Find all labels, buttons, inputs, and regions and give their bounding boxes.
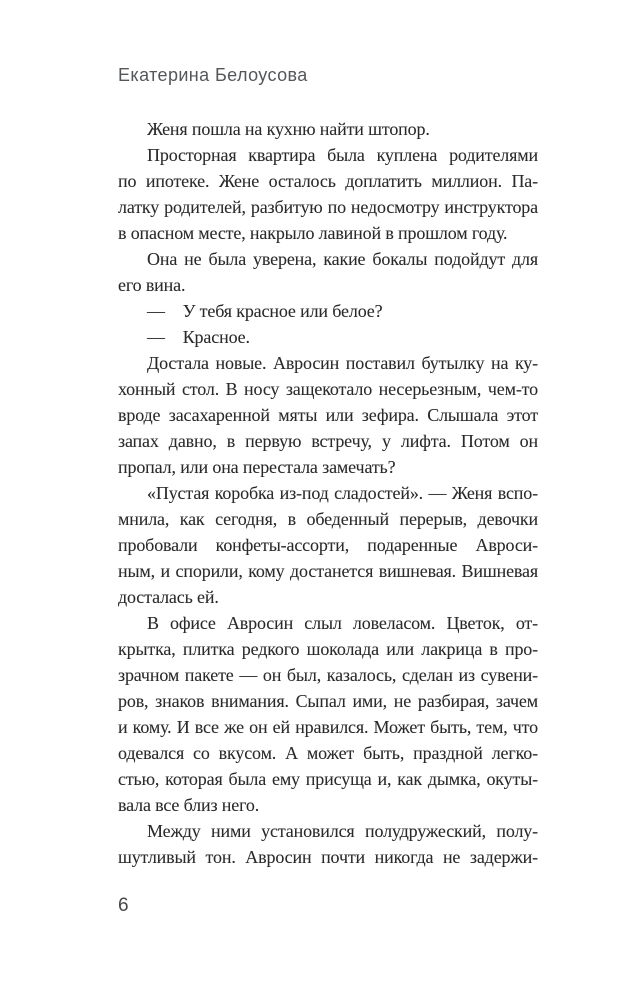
text-line: по ипотеке. Жене осталось доплатить миллион. Па- bbox=[118, 171, 538, 191]
dialog-paragraph bbox=[118, 298, 538, 324]
text-line: — У тебя красное или белое? bbox=[147, 301, 383, 321]
text-line: вала все близ него. bbox=[118, 795, 260, 815]
running-header-author: Екатерина Белоусова bbox=[118, 65, 308, 85]
text-line: стью, которая была ему присуща и, как дымка, окуты- bbox=[118, 769, 538, 789]
text-line: шутливый тон. Авросин почти никогда не задержи- bbox=[118, 847, 538, 867]
text-line: Женя пошла на кухню найти штопор. bbox=[147, 119, 430, 139]
text-line: ным, и спорили, кому достанется вишневая. Вишневая bbox=[118, 561, 538, 581]
paragraph bbox=[118, 350, 538, 480]
text-line: В офисе Авросин слыл ловеласом. Цветок, от- bbox=[147, 613, 538, 633]
text-line: зрачном пакете — он был, казалось, сделан из сувени- bbox=[118, 665, 538, 685]
text-line: пробовали конфеты-ассорти, подаренные Авроси- bbox=[118, 535, 538, 555]
paragraph bbox=[118, 818, 538, 870]
page-number: 6 bbox=[118, 895, 129, 916]
paragraph bbox=[118, 610, 538, 818]
paragraph bbox=[118, 116, 538, 142]
text-line: «Пустая коробка из-под сладостей». — Женя вспо- bbox=[147, 483, 538, 503]
text-line: хонный стол. В носу защекотало несерьезным, чем-то bbox=[118, 379, 538, 399]
text-line: мнила, как сегодня, в обеденный перерыв, девочки bbox=[118, 509, 538, 529]
text-line: Она не была уверена, какие бокалы подойдут для bbox=[147, 249, 538, 269]
text-line: в опасном месте, накрыло лавиной в прошлом году. bbox=[118, 223, 508, 243]
text-line: досталась ей. bbox=[118, 587, 219, 607]
text-line: крытка, плитка редкого шоколада или лакрица в про- bbox=[118, 639, 538, 659]
text-line: его вина. bbox=[118, 275, 186, 295]
text-line: вроде засахаренной мяты или зефира. Слышала этот bbox=[118, 405, 538, 425]
text-line: запах давно, в первую встречу, у лифта. Потом он bbox=[118, 431, 538, 451]
text-line: и кому. И все же он ей нравился. Может быть, тем, что bbox=[118, 717, 538, 737]
paragraph bbox=[118, 246, 538, 298]
text-line: латку родителей, разбитую по недосмотру инструктора bbox=[118, 197, 538, 217]
text-line: Просторная квартира была куплена родителями bbox=[147, 145, 538, 165]
dialog-paragraph bbox=[118, 324, 538, 350]
text-line: одевался со вкусом. А может быть, праздной легко- bbox=[118, 743, 538, 763]
text-line: Достала новые. Авросин поставил бутылку на ку- bbox=[147, 353, 538, 373]
page-text bbox=[118, 116, 538, 870]
paragraph bbox=[118, 142, 538, 246]
text-line: — Красное. bbox=[147, 327, 250, 347]
paragraph bbox=[118, 480, 538, 610]
text-line: Между ними установился полудружеский, полу- bbox=[147, 821, 538, 841]
text-line: пропал, или она перестала замечать? bbox=[118, 457, 396, 477]
text-line: ров, знаков внимания. Сыпал ими, не разбирая, зачем bbox=[118, 691, 538, 711]
